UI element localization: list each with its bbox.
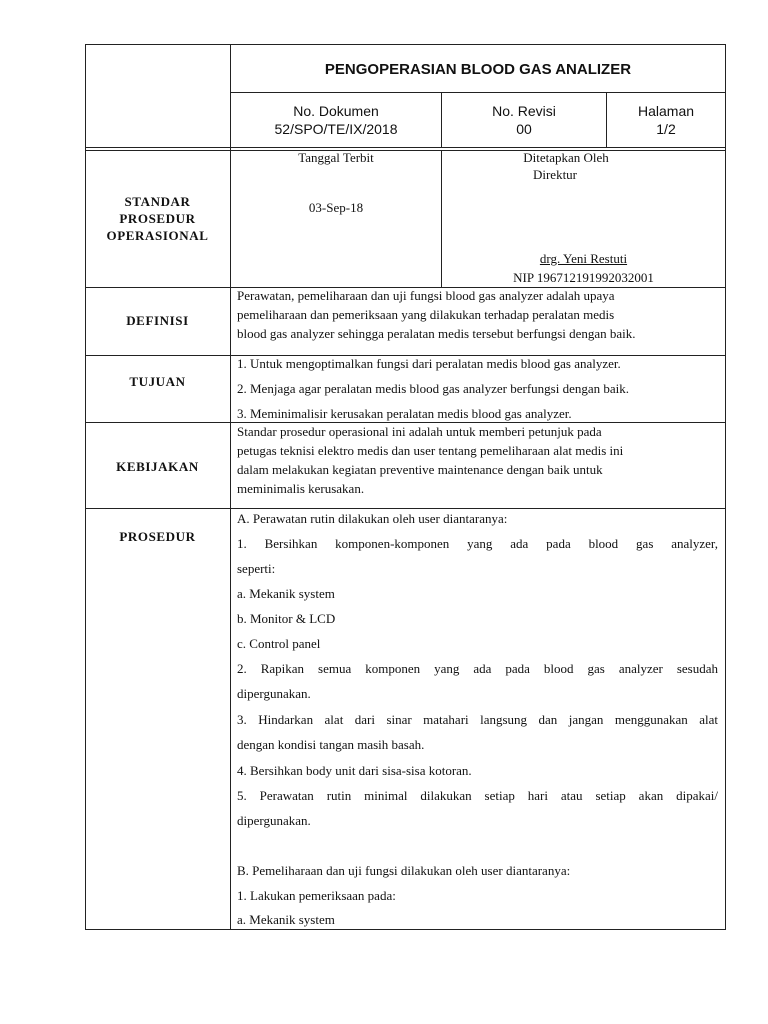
page-value: 1/2	[656, 121, 676, 137]
doc-number-label: No. Dokumen	[293, 103, 379, 119]
prosedur-line: c. Control panel	[237, 636, 321, 651]
prosedur-line: 4. Bersihkan body unit dari sisa-sisa kotoran.	[237, 763, 472, 778]
prosedur-label: PROSEDUR	[119, 529, 196, 544]
kebijakan-line: petugas teknisi elektro medis dan user tentang pemeliharaan alat medis ini	[237, 443, 624, 458]
revision-label: No. Revisi	[492, 103, 556, 119]
revision-value: 00	[516, 121, 532, 137]
kebijakan-line: meminimalis kerusakan.	[237, 481, 365, 496]
prosedur-line: A. Perawatan rutin dilakukan oleh user diantaranya:	[237, 511, 508, 526]
definisi-line: Perawatan, pemeliharaan dan uji fungsi blood gas analyzer adalah upaya	[237, 288, 615, 303]
prosedur-line: seperti:	[237, 561, 276, 576]
prosedur-line: b. Monitor & LCD	[237, 611, 336, 626]
tujuan-item: 2. Menjaga agar peralatan medis blood gas analyzer berfungsi dengan baik.	[237, 381, 630, 396]
table-border	[85, 929, 726, 930]
sop-label	[86, 193, 229, 244]
kebijakan-line: Standar prosedur operasional ini adalah untuk memberi petunjuk pada	[237, 424, 602, 439]
sop-label-line: OPERASIONAL	[106, 228, 209, 243]
issue-date-label: Tanggal Terbit	[298, 150, 374, 165]
sop-label-line: STANDAR	[124, 194, 191, 209]
approver-nip: NIP 196712191992032001	[513, 270, 654, 285]
prosedur-line: 3. Hindarkan alat dari sinar matahari langsung dan jangan menggunakan alat	[237, 712, 718, 727]
kebijakan-line: dalam melakukan kegiatan preventive maintenance dengan baik untuk	[237, 462, 603, 477]
document-title: PENGOPERASIAN BLOOD GAS ANALIZER	[324, 61, 632, 78]
prosedur-line: dipergunakan.	[237, 686, 311, 701]
page-label: Halaman	[637, 103, 695, 119]
tujuan-label: TUJUAN	[129, 374, 186, 389]
tujuan-item: 1. Untuk mengoptimalkan fungsi dari peralatan medis blood gas analyzer.	[237, 356, 621, 371]
tujuan-item: 3. Meminimalisir kerusakan peralatan medis blood gas analyzer.	[237, 406, 572, 421]
prosedur-line: 1. Lakukan pemeriksaan pada:	[237, 888, 396, 903]
definisi-label: DEFINISI	[126, 313, 189, 328]
prosedur-line: 2. Rapikan semua komponen yang ada pada blood gas analyzer sesudah	[237, 661, 718, 676]
table-border	[85, 508, 726, 509]
table-border	[230, 44, 231, 930]
approver-name: drg. Yeni Restuti	[539, 251, 628, 266]
table-border	[725, 44, 726, 930]
table-border	[230, 92, 726, 93]
approver-role: Direktur	[532, 167, 578, 182]
prosedur-line: a. Mekanik system	[237, 586, 335, 601]
table-border	[85, 422, 726, 423]
approved-by-label: Ditetapkan Oleh	[523, 150, 609, 165]
prosedur-line: dipergunakan.	[237, 813, 311, 828]
kebijakan-label: KEBIJAKAN	[116, 459, 199, 474]
issue-date-value: 03-Sep-18	[308, 200, 364, 215]
prosedur-line: a. Mekanik system	[237, 912, 335, 927]
prosedur-line: dengan kondisi tangan masih basah.	[237, 737, 425, 752]
prosedur-line: B. Pemeliharaan dan uji fungsi dilakukan oleh user diantaranya:	[237, 863, 571, 878]
definisi-line: pemeliharaan dan pemeriksaan yang dilakukan terhadap peralatan medis	[237, 307, 615, 322]
table-border	[606, 92, 607, 148]
table-border	[441, 92, 442, 148]
prosedur-line: 5. Perawatan rutin minimal dilakukan setiap hari atau setiap akan dipakai/	[237, 788, 718, 803]
definisi-line: blood gas analyzer sehingga peralatan medis tersebut berfungsi dengan baik.	[237, 326, 636, 341]
prosedur-line: 1. Bersihkan komponen-komponen yang ada pada blood gas analyzer,	[237, 536, 718, 551]
table-border	[85, 44, 726, 45]
table-border	[85, 147, 726, 148]
table-border	[85, 44, 86, 930]
sop-label-line: PROSEDUR	[119, 211, 196, 226]
doc-number-value: 52/SPO/TE/IX/2018	[274, 121, 398, 137]
